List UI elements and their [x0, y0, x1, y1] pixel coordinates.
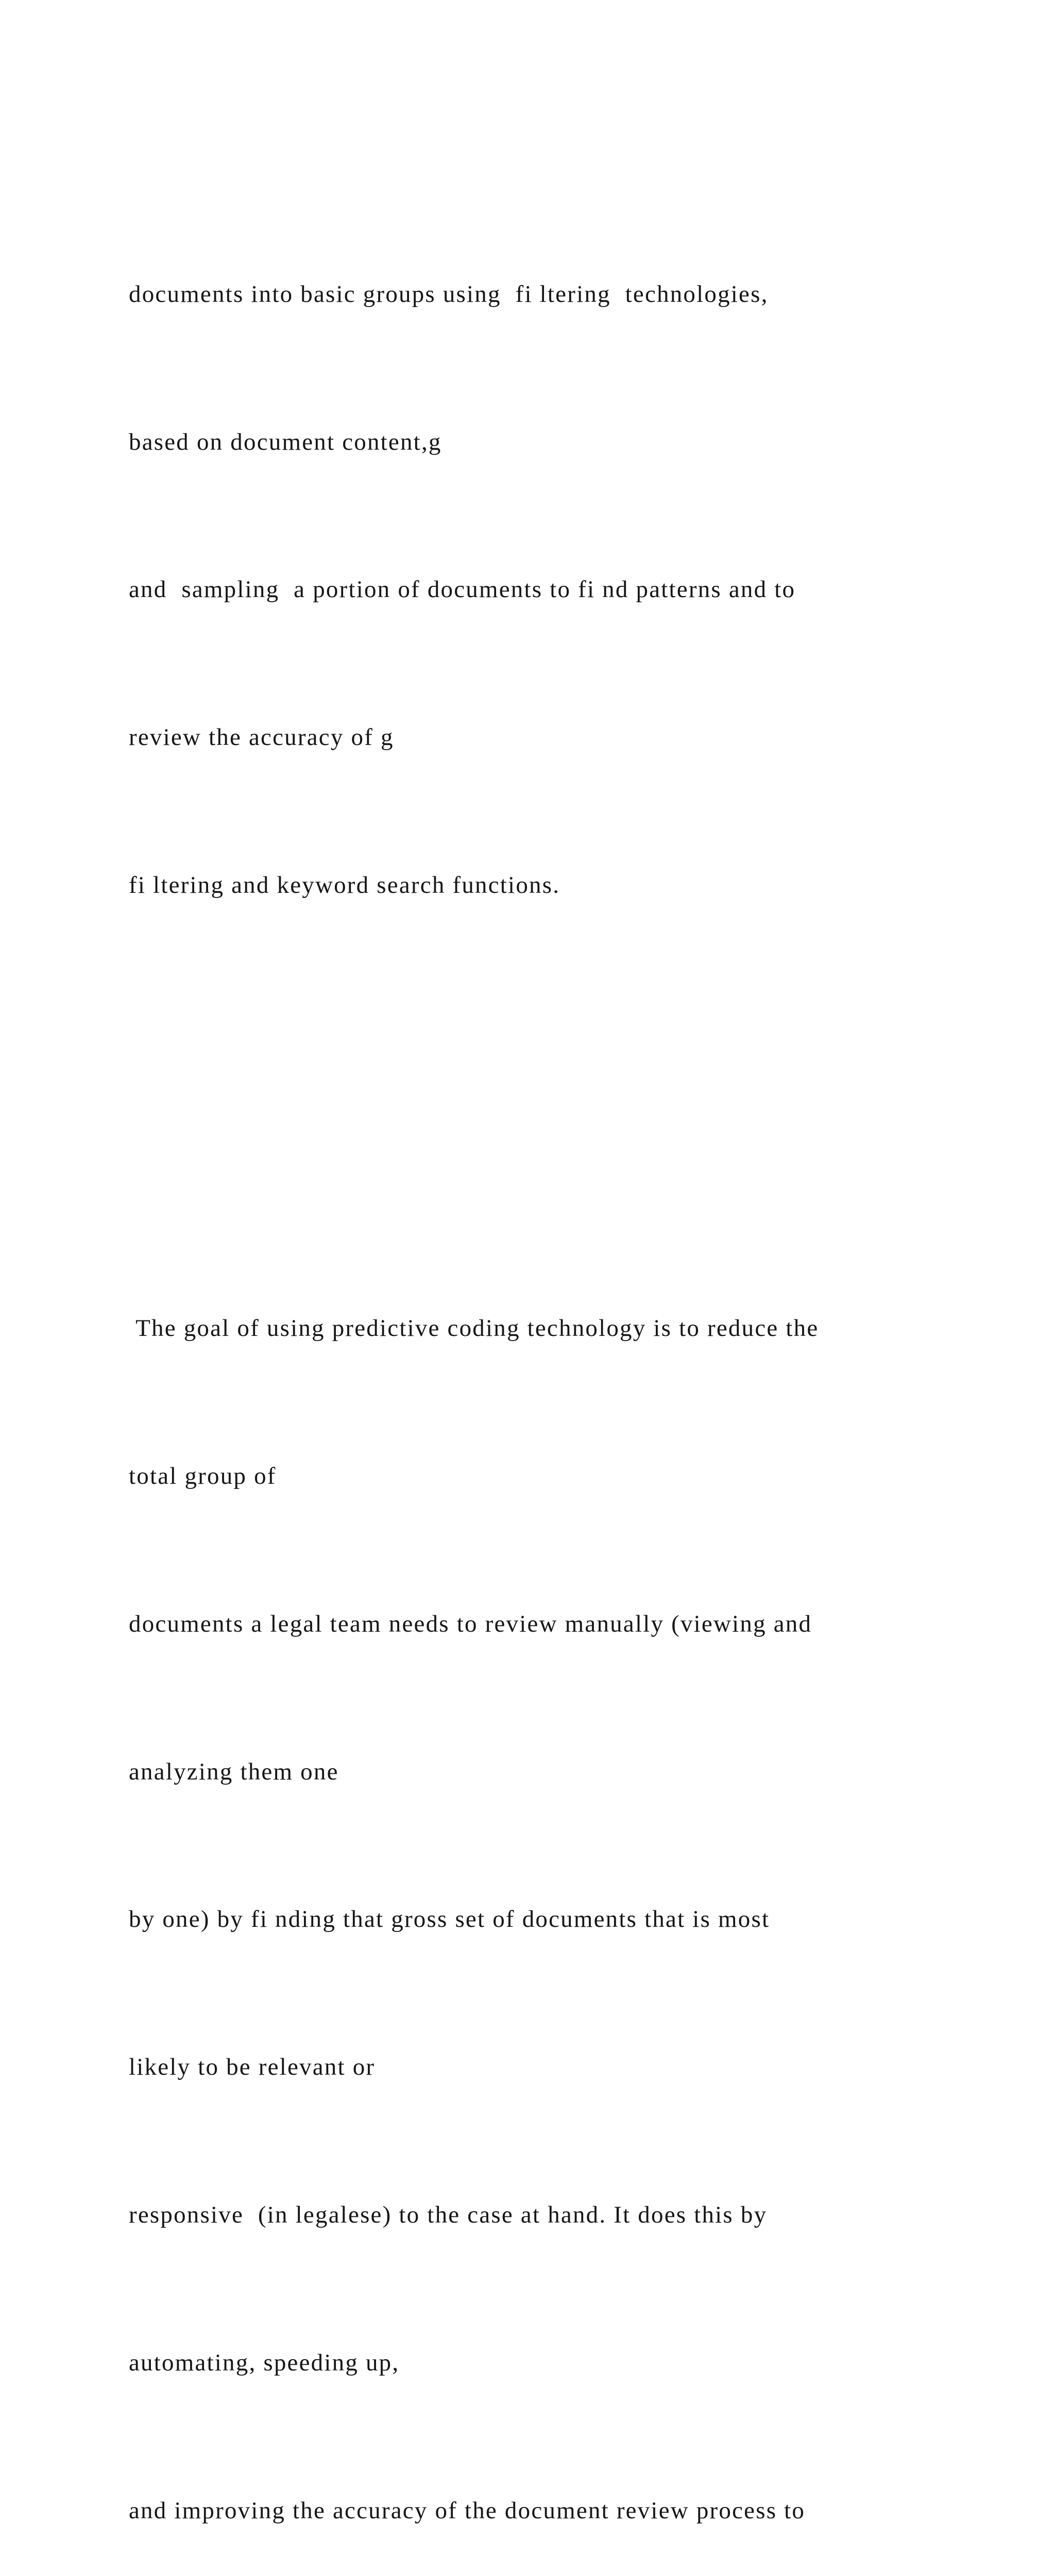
text-line: by one) by fi nding that gross set of documents that is most — [129, 1906, 770, 1933]
text-line: automating, speeding up, — [129, 2349, 400, 2376]
text-line: analyzing them one — [129, 1758, 339, 1785]
text-line: based on document content,g — [129, 428, 442, 455]
text-line: responsive (in legalese) to the case at hand. It does this by — [129, 2201, 768, 2228]
paragraph-spacer — [129, 1058, 1035, 1107]
text-line: likely to be relevant or — [129, 2054, 376, 2081]
text-line: and sampling a portion of documents to fi nd patterns and to — [129, 576, 796, 603]
text-line: documents into basic groups using fi ltering technologies, — [129, 280, 769, 308]
text-line: The goal of using predictive coding technology is to reduce the — [129, 1315, 819, 1342]
text-line: documents a legal team needs to review manually (viewing and — [129, 1610, 812, 1637]
text-line: fi ltering and keyword search functions. — [129, 871, 560, 899]
text-line: and improving the accuracy of the document review process to — [129, 2497, 806, 2524]
text-line: review the accuracy of g — [129, 724, 394, 751]
body-text — [129, 122, 1035, 2576]
text-line: total group of — [129, 1463, 277, 1490]
